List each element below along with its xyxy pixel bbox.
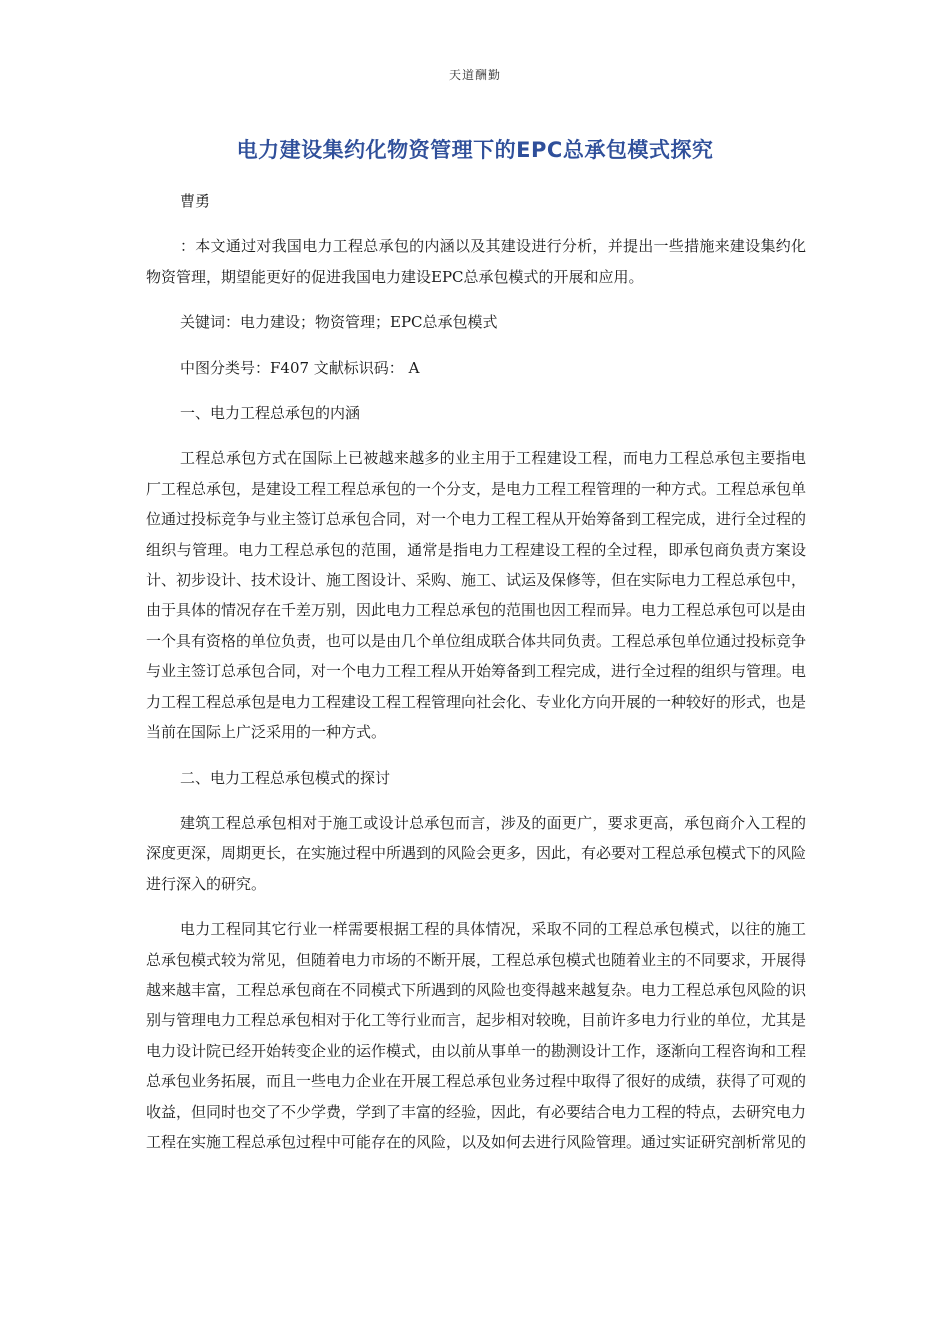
classification-line: 中图分类号：F407 文献标识码： A — [180, 358, 420, 377]
page-header: 天道酬勤 — [448, 68, 501, 82]
section-1-heading: 一、电力工程总承包的内涵 — [180, 404, 361, 423]
section-2-paragraph-1: 建筑工程总承包相对于施工或设计总承包而言，涉及的面更广，要求更高，承包商介入工程的深度更深，周期更长，在实施过程中所遇到的风险会更多，因此，有必要对工程总承包模式下的风险进行深入的研究。 — [146, 813, 807, 893]
keywords-line: 关键词：电力建设；物资管理；EPC总承包模式 — [180, 313, 498, 332]
document-body — [146, 186, 806, 1157]
section-2-paragraph-2: 电力工程同其它行业一样需要根据工程的具体情况，采取不同的工程总承包模式，以往的施工总承包模式较为常见，但随着电力市场的不断开展，工程总承包模式也随着业主的不同要求，开展得越来越丰富，工程总承包商在不同模式下所遇到的风险也变得越来越复杂。电力工程总承包风险的识别与管理电力工程总承包相对于化工等行业而言，起步相对较晚，目前许多电力行业的单位，尤其是电力设计院已经开始转变企业的运作模式，由以前从事单一的勘测设计工作，逐渐向工程咨询和工程总承包业务拓展，而且一些电力企业在开展工程总承包业务过程中取得了很好的成绩，获得了可观的收益，但同时也交了不少学费，学到了丰富的经验，因此，有必要结合电力工程的特点，去研究电力工程在实施工程总承包过程中可能存在的风险，以及如何去进行风险管理。通过实证研究剖析常见的 — [146, 920, 807, 1151]
section-1-body: 工程总承包方式在国际上已被越来越多的业主用于工程建设工程，而电力工程总承包主要指电厂工程总承包，是建设工程工程总承包的一个分支，是电力工程工程管理的一种方式。工程总承包单位通过投标竞争与业主签订总承包合同，对一个电力工程工程从开始筹备到工程完成，进行全过程的组织与管理。电力工程总承包的范围，通常是指电力工程建设工程的全过程，即承包商负责方案设计、初步设计、技术设计、施工图设计、采购、施工、试运及保修等，但在实际电力工程总承包中，由于具体的情况存在千差万别，因此电力工程总承包的范围也因工程而异。电力工程总承包可以是由一个具有资格的单位负责，也可以是由几个单位组成联合体共同负责。工程总承包单位通过投标竞争与业主签订总承包合同，对一个电力工程工程从开始筹备到工程完成，进行全过程的组织与管理。电力工程工程总承包是电力工程建设工程工程管理向社会化、专业化方向开展的一种较好的形式，也是当前在国际上广泛采用的一种方式。 — [146, 449, 807, 742]
author-name: 曹勇 — [180, 192, 211, 210]
section-2-heading: 二、电力工程总承包模式的探讨 — [180, 768, 391, 787]
document-title: 电力建设集约化物资管理下的EPC总承包模式探究 — [236, 138, 714, 162]
abstract-paragraph: ：本文通过对我国电力工程总承包的内涵以及其建设进行分析，并提出一些措施来建设集约化物资管理，期望能更好的促进我国电力建设EPC总承包模式的开展和应用。 — [146, 237, 806, 286]
